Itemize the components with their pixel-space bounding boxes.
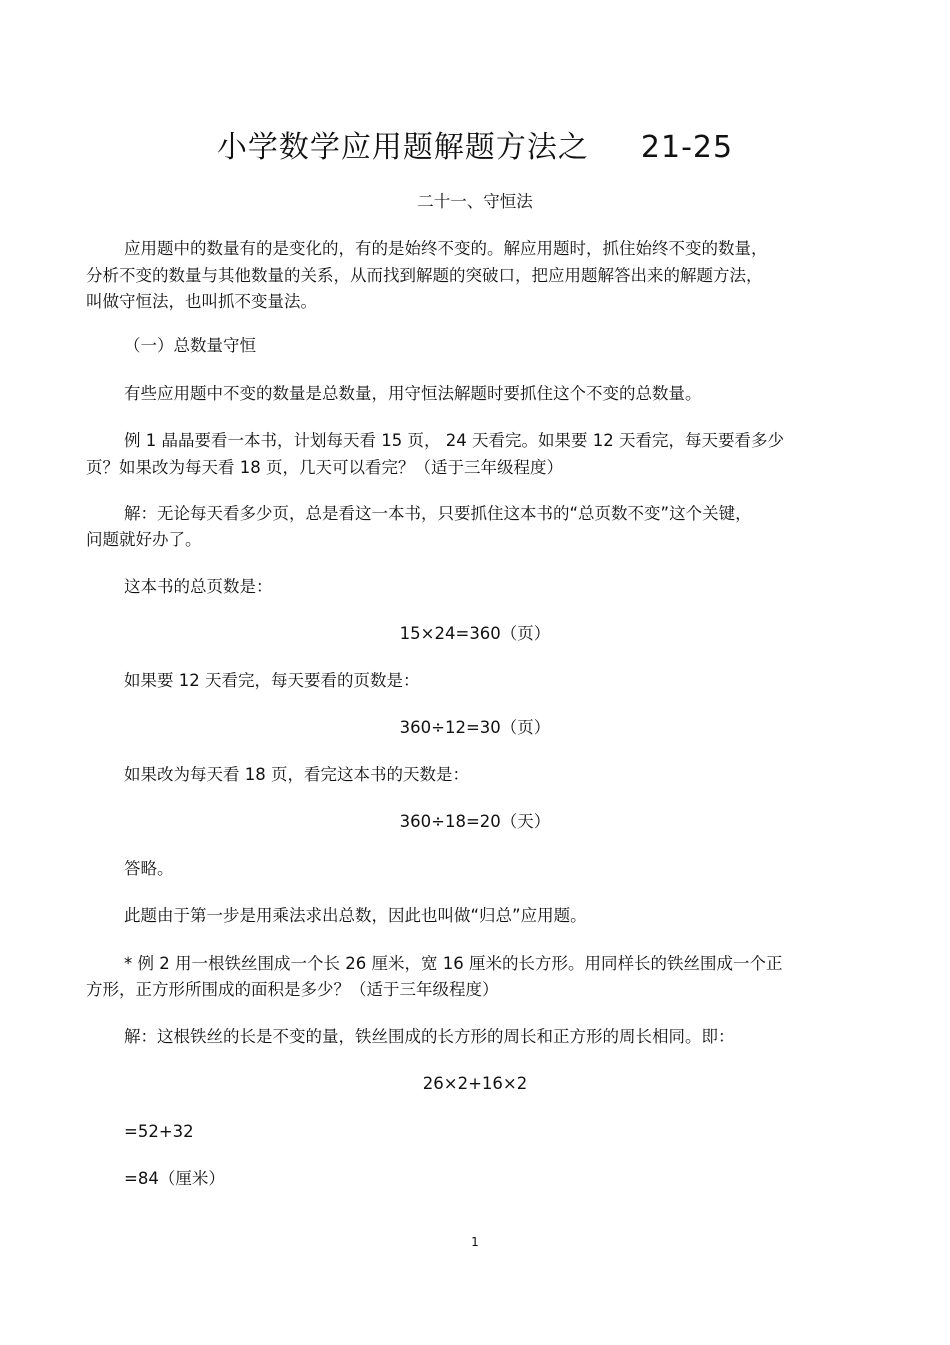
intro-line-2: 分析不变的数量与其他数量的关系，从而找到解题的突破口，把应用题解答出来的解题方法，	[86, 266, 763, 285]
example1-question-line-1: 例 1 晶晶要看一本书，计划每天看 15 页， 24 天看完。如果要 12 天看完，每天要看多少	[124, 431, 784, 450]
example2-step1: =52+32	[124, 1122, 194, 1141]
example1-step2-formula: 360÷12=30（页）	[399, 718, 551, 737]
document-title	[0, 122, 950, 166]
intro-line-1: 应用题中的数量有的是变化的，有的是始终不变的。解应用题时，抓住始终不变的数量，	[124, 239, 768, 258]
example1-note: 此题由于第一步是用乘法求出总数，因此也叫做“归总”应用题。	[124, 906, 587, 925]
example1-question-line-2: 页？如果改为每天看 18 页，几天可以看完？（适于三年级程度）	[86, 458, 563, 477]
page-number: 1	[471, 1235, 479, 1249]
example1-step1-label: 这本书的总页数是：	[124, 577, 273, 596]
example1-answer: 答略。	[124, 859, 174, 878]
title-range: 21-25	[640, 130, 734, 165]
subsection-intro: 有些应用题中不变的数量是总数量，用守恒法解题时要抓住这个不变的总数量。	[124, 384, 702, 403]
subsection-heading: （一）总数量守恒	[124, 336, 256, 355]
example2-question-line-1: * 例 2 用一根铁丝围成一个长 26 厘米，宽 16 厘米的长方形。用同样长的铁丝围成一个正	[124, 954, 783, 973]
example1-step3-label: 如果改为每天看 18 页，看完这本书的天数是：	[124, 765, 469, 784]
example2-question-line-2: 方形，正方形所围成的面积是多少？（适于三年级程度）	[86, 980, 499, 999]
example2-solution: 解：这根铁丝的长是不变的量，铁丝围成的长方形的周长和正方形的周长相同。即：	[124, 1027, 735, 1046]
example1-step3-formula: 360÷18=20（天）	[399, 812, 551, 831]
example1-solution-line-1: 解：无论每天看多少页，总是看这一本书，只要抓住这本书的“总页数不变”这个关键，	[124, 504, 752, 523]
example2-formula: 26×2+16×2	[422, 1074, 528, 1093]
section-heading: 二十一、守恒法	[417, 192, 533, 211]
title-main: 小学数学应用题解题方法之	[216, 130, 589, 165]
example1-step2-label: 如果要 12 天看完，每天要看的页数是：	[124, 671, 420, 690]
intro-line-3: 叫做守恒法，也叫抓不变量法。	[86, 292, 317, 311]
example2-step2: =84（厘米）	[124, 1169, 225, 1188]
example1-solution-line-2: 问题就好办了。	[86, 530, 202, 549]
example1-step1-formula: 15×24=360（页）	[399, 624, 551, 643]
